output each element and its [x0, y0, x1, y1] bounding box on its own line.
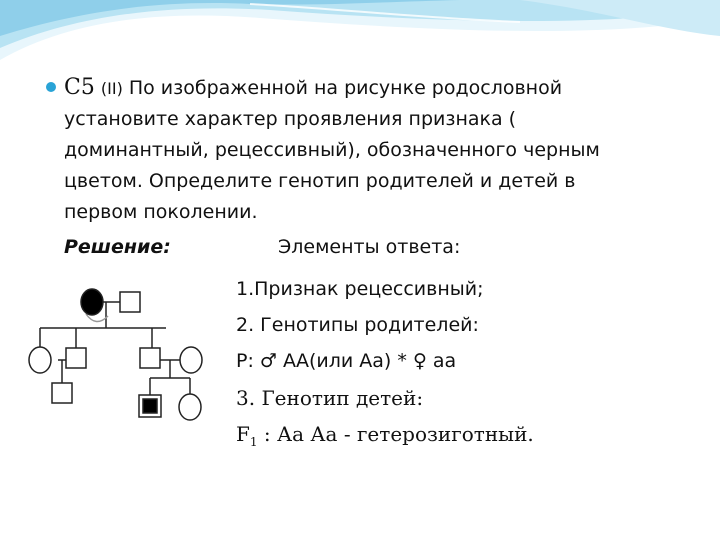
female-symbol — [29, 347, 51, 373]
pedigree-diagram — [0, 280, 230, 430]
question-line: установите характер проявления признака ( — [64, 108, 517, 130]
question-text — [64, 72, 674, 228]
question-line: доминантный, рецессивный), обозначенного черным — [64, 139, 600, 161]
male-symbol-icon: ♂ — [259, 350, 277, 372]
answer-item-3 — [236, 350, 456, 372]
female-symbol — [180, 347, 202, 373]
f1-genotypes: : Аа Аа - гетерозиготный. — [257, 422, 534, 446]
solution-label: Решение: — [64, 236, 171, 258]
f1-subscript: 1 — [249, 435, 258, 449]
bullet-icon — [46, 82, 56, 92]
f1-label: F — [236, 422, 250, 446]
male-symbol — [120, 292, 140, 312]
male-affected-symbol — [143, 399, 157, 413]
male-symbol — [66, 348, 86, 368]
female-affected-symbol — [81, 289, 103, 315]
male-genotype: АА(или Аа) * — [283, 350, 407, 372]
parents-prefix: P: — [236, 350, 254, 372]
male-symbol — [52, 383, 72, 403]
answer-item-4: 3. Генотип детей: — [236, 386, 424, 410]
answer-title: Элементы ответа: — [278, 236, 461, 258]
female-symbol — [179, 394, 201, 420]
question-line: цветом. Определите генотип родителей и детей в — [64, 170, 576, 192]
question-level: (II) — [100, 79, 123, 98]
question-line: По изображенной на рисунке родословной — [128, 77, 563, 99]
female-genotype: аа — [432, 350, 457, 372]
answer-item-5 — [236, 422, 534, 449]
male-symbol — [140, 348, 160, 368]
female-symbol-icon: ♀ — [412, 350, 427, 372]
answer-item-1: 1.Признак рецессивный; — [236, 278, 484, 300]
header-wave-decoration — [0, 0, 720, 80]
question-code: C5 — [64, 75, 95, 100]
question-line: первом поколении. — [64, 201, 258, 223]
answer-item-2: 2. Генотипы родителей: — [236, 314, 479, 336]
